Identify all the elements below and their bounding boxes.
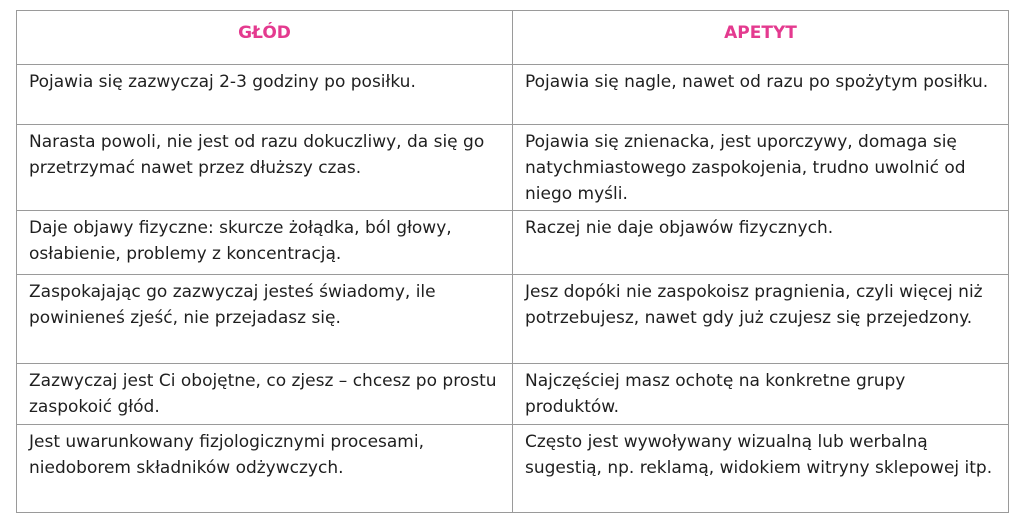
cell-apetyt: Jesz dopóki nie zaspokoisz pragnienia, czyli więcej niż potrzebujesz, nawet gdy już czujesz się przejedzony. <box>513 275 1009 364</box>
cell-glod: Narasta powoli, nie jest od razu dokuczliwy, da się go przetrzymać nawet przez dłuższy czas. <box>17 125 513 211</box>
cell-glod: Jest uwarunkowany fizjologicznymi procesami, niedoborem składników odżywczych. <box>17 425 513 513</box>
table-row <box>17 65 1009 125</box>
table-row <box>17 211 1009 275</box>
cell-glod: Zazwyczaj jest Ci obojętne, co zjesz – chcesz po prostu zaspokoić głód. <box>17 364 513 425</box>
cell-apetyt: Pojawia się nagle, nawet od razu po spożytym posiłku. <box>513 65 1009 125</box>
table-row <box>17 125 1009 211</box>
cell-glod: Pojawia się zazwyczaj 2-3 godziny po posiłku. <box>17 65 513 125</box>
header-glod: GŁÓD <box>17 11 513 65</box>
cell-apetyt: Pojawia się znienacka, jest uporczywy, domaga się natychmiastowego zaspokojenia, trudno uwolnić od niego myśli. <box>513 125 1009 211</box>
cell-apetyt: Raczej nie daje objawów fizycznych. <box>513 211 1009 275</box>
table-row <box>17 364 1009 425</box>
cell-apetyt: Często jest wywoływany wizualną lub werbalną sugestią, np. reklamą, widokiem witryny sklepowej itp. <box>513 425 1009 513</box>
header-row <box>17 11 1009 65</box>
cell-glod: Zaspokajając go zazwyczaj jesteś świadomy, ile powinieneś zjeść, nie przejadasz się. <box>17 275 513 364</box>
cell-glod: Daje objawy fizyczne: skurcze żołądka, ból głowy, osłabienie, problemy z koncentracją. <box>17 211 513 275</box>
comparison-table <box>16 10 1009 513</box>
table-row <box>17 275 1009 364</box>
cell-apetyt: Najczęściej masz ochotę na konkretne grupy produktów. <box>513 364 1009 425</box>
table-row <box>17 425 1009 513</box>
header-apetyt: APETYT <box>513 11 1009 65</box>
